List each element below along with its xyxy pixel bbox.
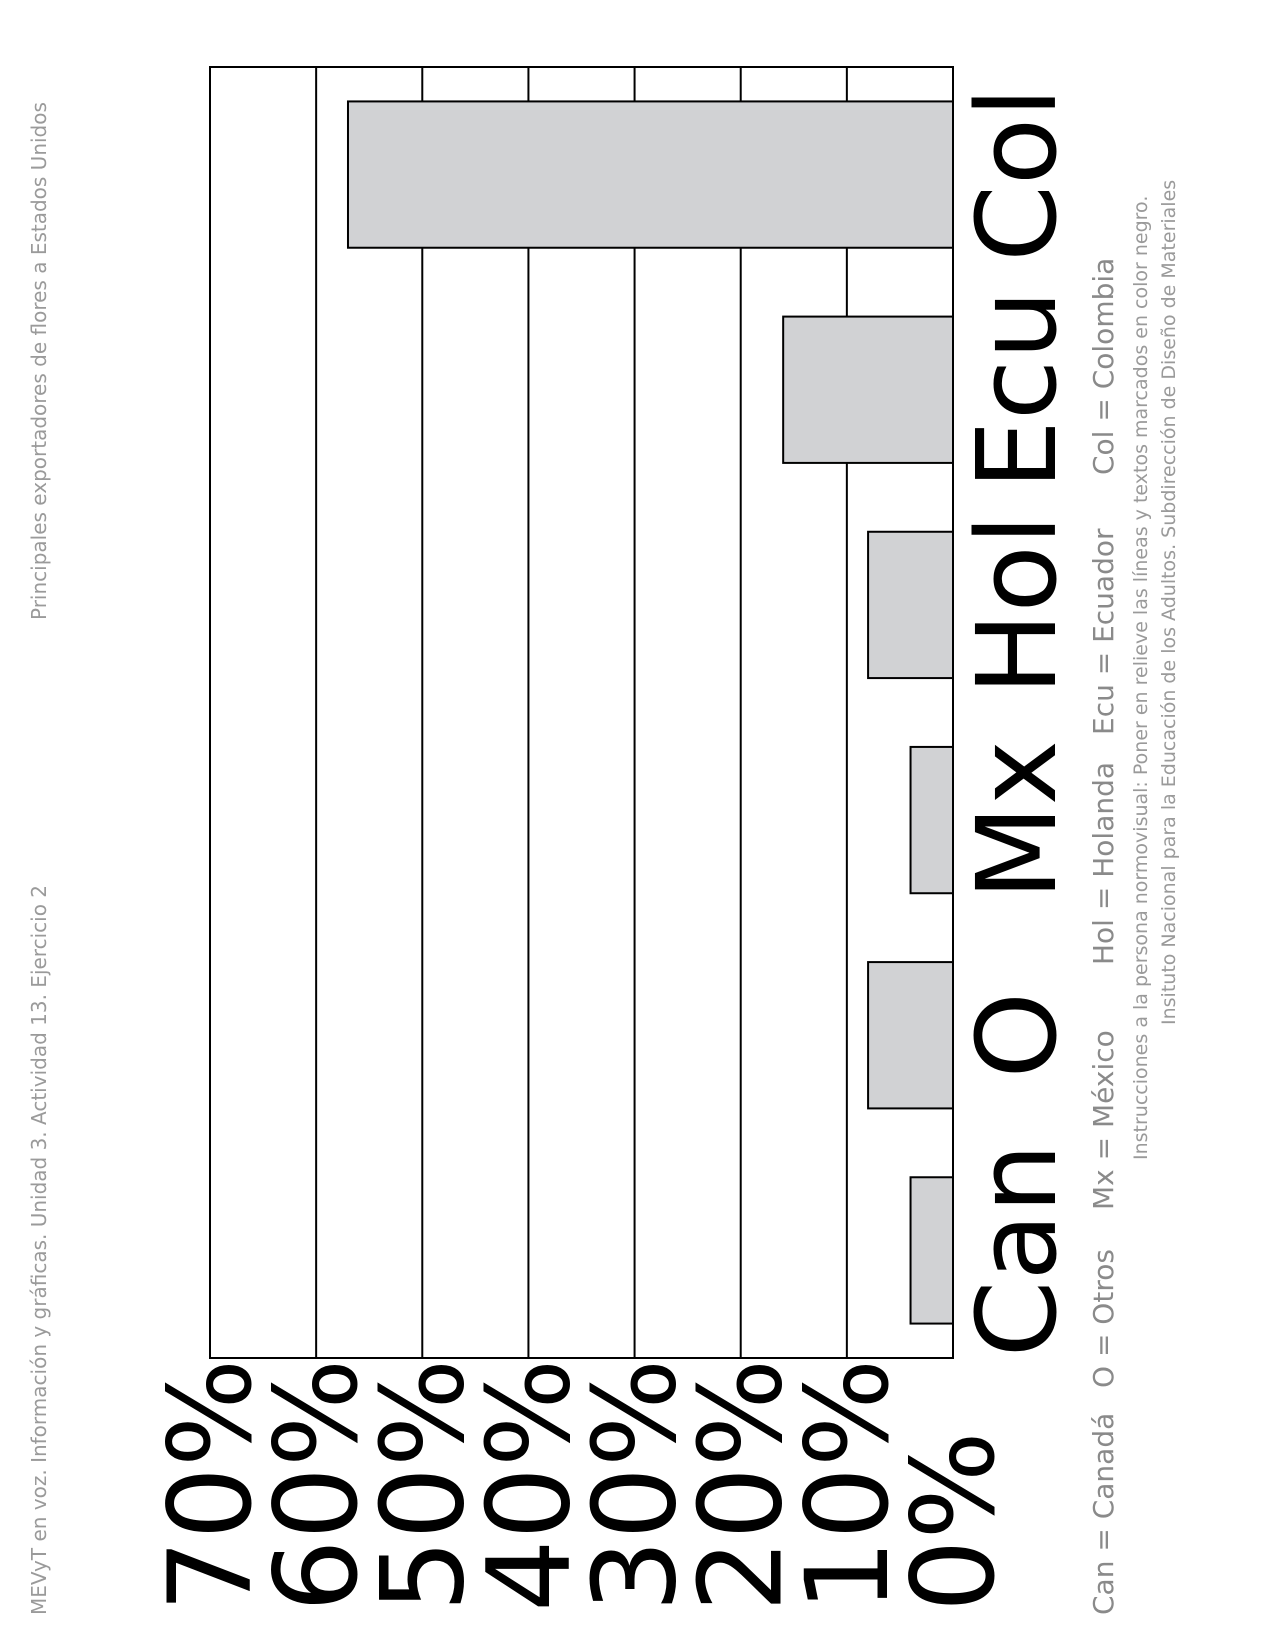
plot-frame [210,67,953,1358]
legend-item-hol: Hol = Holanda [1087,761,1120,965]
category-label-o: O [953,991,1081,1079]
category-label-col: Col [953,87,1081,262]
tick-label-40: 40% [462,1358,596,1612]
tick-label-70: 70% [144,1358,277,1612]
category-label-can: Can [953,1143,1081,1358]
tick-label-60: 60% [250,1358,384,1612]
bar-col [348,101,953,247]
legend-item-o: O = Otros [1087,1249,1120,1388]
tick-label-50: 50% [356,1358,490,1612]
tick-label-10: 10% [780,1358,914,1612]
bar-hol [868,532,953,678]
chart-area [144,67,1081,1612]
legend [1087,258,1120,1615]
category-label-hol: Hol [953,514,1081,696]
legend-item-ecu: Ecu = Ecuador [1087,528,1120,735]
tick-label-20: 20% [674,1358,808,1612]
header-right-text: Principales exportadores de flores a Estados Unidos [27,102,51,620]
tick-label-0: 0% [887,1431,1020,1612]
bar-o [868,962,953,1108]
category-label-ecu: Ecu [953,289,1081,490]
legend-item-col: Col = Colombia [1087,257,1120,475]
legend-item-mx: Mx = México [1087,1030,1120,1210]
bar-ecu [783,317,953,463]
instructions-note: Instrucciones a la persona normovisual: Poner en relieve las líneas y textos marcados en color negro. [1130,195,1152,1160]
category-label-mx: Mx [953,740,1081,901]
institution-note: Insituto Nacional para la Educación de los Adultos. Subdirección de Diseño de Materiales [1158,179,1180,1025]
bar-can [911,1177,953,1323]
bar-mx [911,747,953,893]
header-left-text: MEVyT en voz. Información y gráficas. Unidad 3. Actividad 13. Ejercicio 2 [27,884,51,1615]
tick-label-30: 30% [568,1358,702,1612]
legend-item-can: Can = Canadá [1087,1412,1120,1615]
